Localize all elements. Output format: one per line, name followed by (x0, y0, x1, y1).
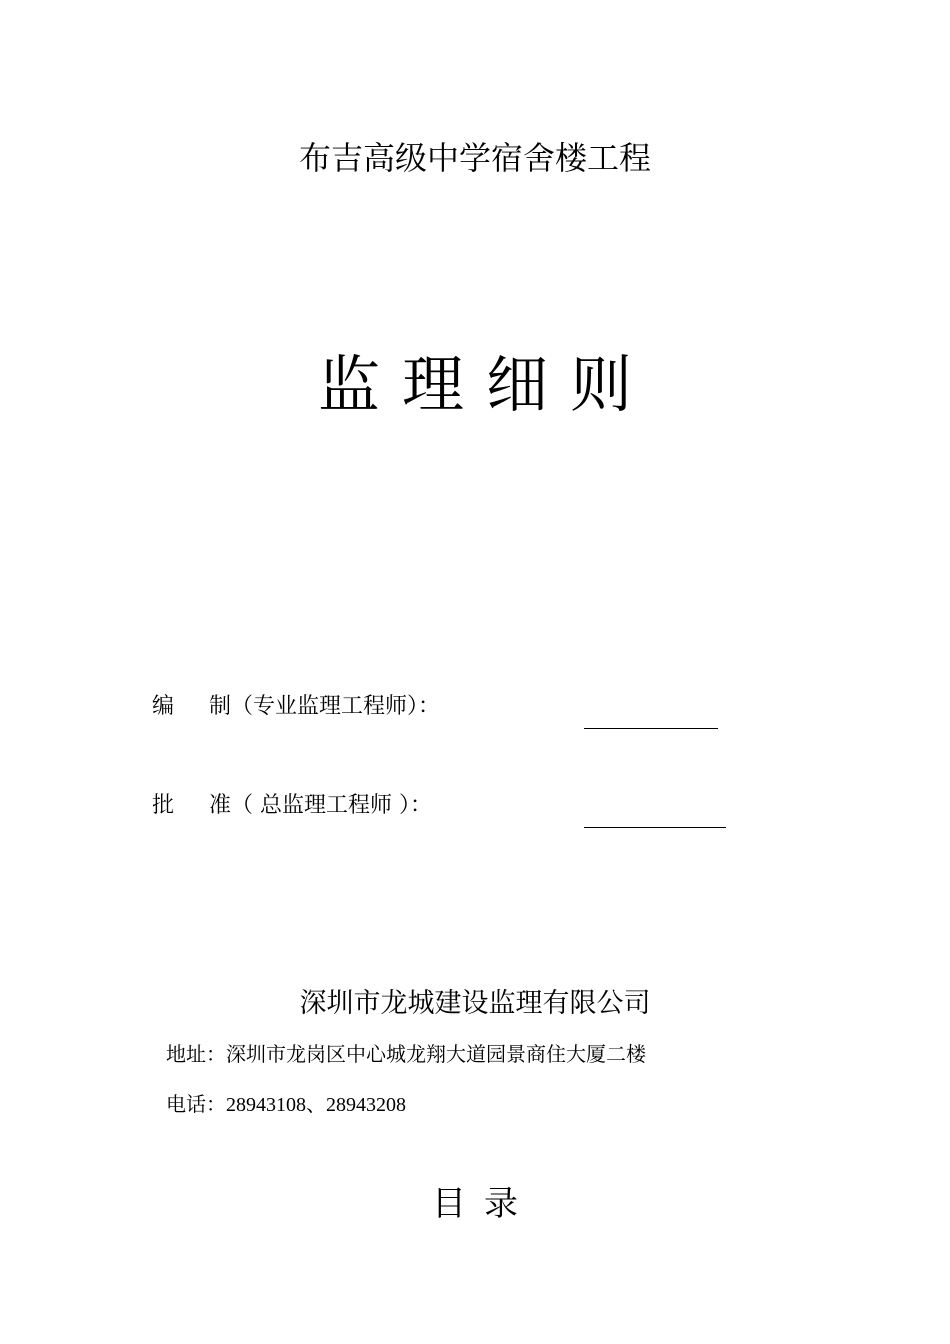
project-title: 布吉高级中学宿舍楼工程 (298, 139, 651, 177)
table-of-contents-heading: 目录 (432, 1184, 536, 1224)
company-phone (166, 1090, 406, 1119)
address-value: 深圳市龙岗区中心城龙翔大道园景商住大厦二楼 (226, 1042, 646, 1066)
phone-label: 电话： (166, 1092, 226, 1116)
compile-signature-line (584, 728, 718, 729)
company-address (166, 1040, 646, 1068)
approve-signature-line (584, 827, 726, 828)
document-title: 监理细则 (317, 348, 654, 421)
approve-label-rest: 准（ 总监理工程师 ）： (209, 793, 432, 818)
company-name: 深圳市龙城建设监理有限公司 (299, 988, 651, 1019)
approve-label-lead: 批 (152, 793, 175, 818)
address-label: 地址： (166, 1042, 226, 1066)
approve-signature-label (152, 791, 432, 821)
phone-value: 28943108、28943208 (226, 1094, 406, 1116)
compile-signature-label (152, 692, 440, 722)
compile-label-lead: 编 (152, 694, 175, 719)
compile-label-rest: 制（专业监理工程师）： (209, 694, 441, 719)
